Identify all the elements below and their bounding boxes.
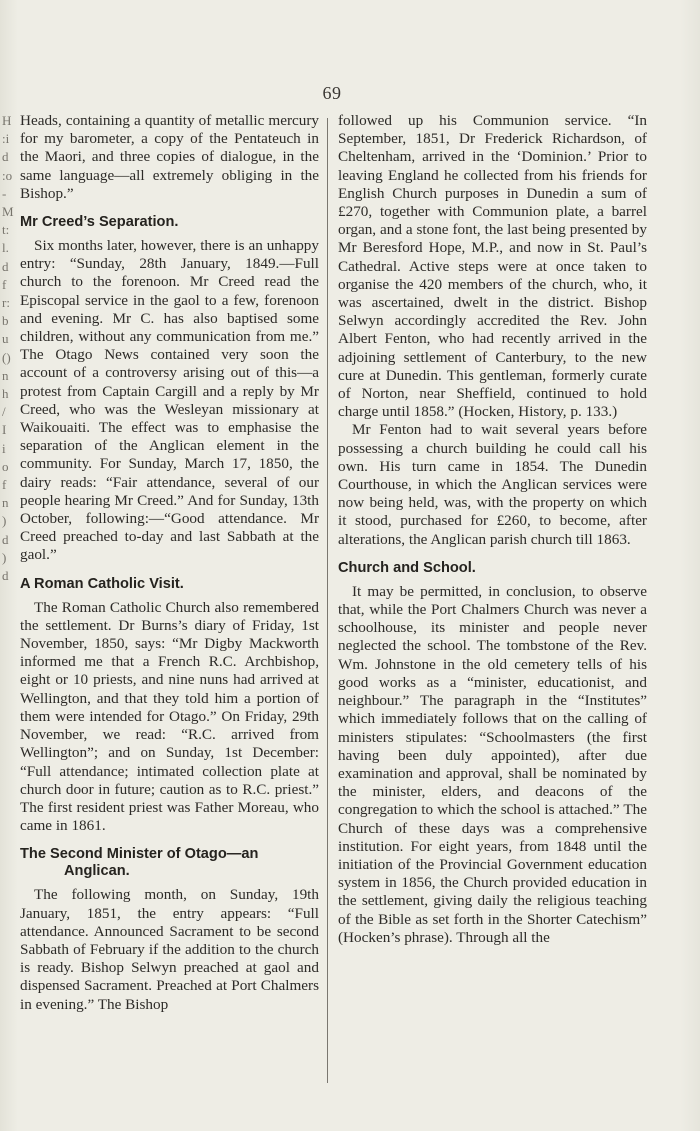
page-number: 69	[322, 83, 342, 103]
section-heading: Mr Creed’s Separation.	[20, 214, 179, 231]
section-heading-line: The Second Minister of Otago—an	[20, 846, 259, 863]
gutter-bleed-marks: H :i d :o - M t: l. d f r: b u () n h / I i o f n ) d ) d	[2, 113, 14, 584]
paragraph: followed up his Communion service. “In September, 1851, Dr Frederick Richardson, of Cheltenham, arrived in the ‘Dominion.’ Prior to leaving England he collected from his friends for English Church purposes in Dunedin a sum of £270, together with Communion plate, a barrel organ, and a stone font, the last being presented by Mr Beresford Hope, M.P., and now in St. Paul’s Cathedral. Active steps were at once taken to organise the 420 members of the church, who, it was ascertained, dwelt in the district. Bishop Selwyn accordingly accredited the Rev. John Albert Fenton, who had recently arrived in the adjoining settlement of Canterbury, to the new cure at Dunedin. This gentleman, formerly curate of Norton, near Sheffield, continued to hold charge until 1858.” (Hocken, History, p. 133.)	[338, 112, 647, 421]
left-column	[20, 112, 319, 1014]
paragraph: Mr Fenton had to wait several years before possessing a church building he could call his own. His turn came in 1854. The Dunedin Courthouse, in which the Anglican services were now being held, was, with the property on which it stood, purchased for £260, to become, after alterations, the Anglican parish church till 1863.	[338, 421, 647, 548]
section-heading-line: Anglican.	[64, 863, 130, 880]
paragraph: Six months later, however, there is an unhappy entry: “Sunday, 28th January, 1849.—Full church to the forenoon. Mr Creed read the Episcopal service in the gaol to a few, forenoon and evening. Mr C. has also baptised some children, without any communication from me.” The Otago News contained very soon the account of a controversy arising out of this—a protest from Captain Cargill and a reply by Mr Creed, who was the Wesleyan missionary at Waikouaiti. The effect was to emphasise the separation of the Anglican element in the community. For Sunday, March 17, 1850, the dairy reads: “Fair attendance, several of our people hearing Mr Creed.” And for Sunday, 13th October, following:—“Good attendance. Mr Creed preached to-day and last Sabbath at the gaol.”	[20, 237, 319, 564]
right-column	[338, 112, 647, 947]
section-heading: Church and School.	[338, 559, 476, 576]
paragraph: The Roman Catholic Church also remembered the settlement. Dr Burns’s diary of Friday, 1st November, 1850, says: “Mr Digby Mackworth informed me that a French R.C. Archbishop, eight or 10 priests, and nine nuns had arrived at Wellington, and that they told him a portion of them were intended for Otago.” On Friday, 29th November, we read: “R.C. arrived from Wellington”; and on Sunday, 1st December: “Full attendance; intimated collection plate at church door in future; caution as to R.C. priest.” The first resident priest was Father Moreau, who came in 1861.	[20, 598, 319, 835]
column-divider	[327, 118, 328, 1083]
paragraph: Heads, containing a quantity of metallic mercury for my barometer, a copy of the Pentateuch in the Maori, and three copies of dialogue, in the same language—all extremely obliging in the Bishop.”	[20, 112, 319, 202]
paragraph: The following month, on Sunday, 19th January, 1851, the entry appears: “Full attendance. Announced Sacrament to be second Sabbath of February if the addition to the church is ready. Bishop Selwyn preached at gaol and dispensed Sacrament. Preached at Port Chalmers in evening.” The Bishop	[20, 886, 319, 1013]
paragraph: It may be permitted, in conclusion, to observe that, while the Port Chalmers Church was never a schoolhouse, its minister and people never neglected the school. The tombstone of the Rev. Wm. Johnstone in the old cemetery tells of his good works as a “minister, educationist, and neighbour.” The paragraph in the “Institutes” which immediately follows that on the calling of ministers stipulates: “Schoolmasters (the first having been duly appointed), after due examination and approval, shall be nominated by the minister, elders, and deacons of the congregation to which the school is attached.” The Church of these days was a comprehensive institution. For eight years, from 1848 until the initiation of the Provincial Government education system in 1856, the Church provided education in the settlement, giving daily the religious teaching of the Bible as set forth in the Shorter Catechism” (Hocken’s phrase). Through all the	[338, 582, 647, 946]
section-heading	[20, 846, 319, 880]
section-heading: A Roman Catholic Visit.	[20, 575, 184, 592]
